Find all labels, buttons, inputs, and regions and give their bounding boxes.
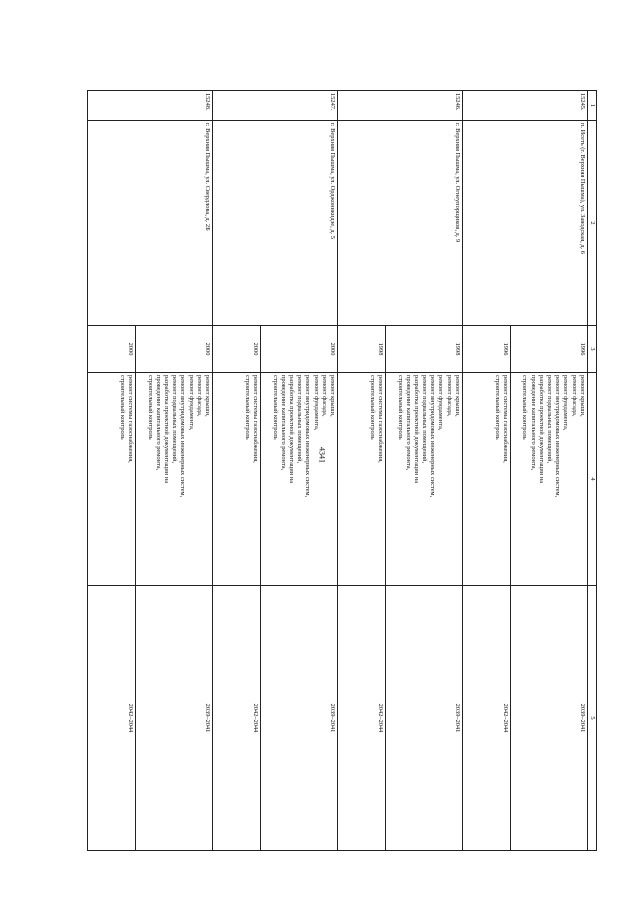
repair-schedule-table	[87, 90, 597, 851]
repair-works-list	[88, 373, 136, 586]
table-row	[386, 91, 463, 851]
row-number: 15247.	[213, 91, 338, 121]
repair-period: 2042–2044	[88, 586, 136, 851]
repair-works-list	[337, 373, 385, 586]
repair-work-item: разработка проектной документации на	[412, 375, 420, 484]
repair-work-item: ремонт системы газоснабжения,	[252, 375, 260, 463]
column-header: 5	[587, 586, 596, 851]
table-row	[511, 91, 588, 851]
repair-work-item: ремонт внутридомовых инженерных систем,	[554, 375, 562, 498]
row-number: 15245.	[462, 91, 587, 121]
repair-work-item: строительный контроль	[244, 375, 252, 440]
repair-work-item: строительный контроль	[521, 375, 529, 440]
repair-work-item: проведение капитального ремонта,	[529, 375, 537, 471]
repair-period: 2039–2041	[136, 586, 213, 851]
repair-period: 2039–2041	[511, 586, 588, 851]
repair-work-item: ремонт подвальных помещений,	[296, 375, 304, 464]
repair-work-item: ремонт фундамента,	[312, 375, 320, 431]
repair-works-list	[386, 373, 463, 586]
repair-works-list	[462, 373, 510, 586]
commissioning-year: 1998	[386, 326, 463, 373]
repair-work-item: строительный контроль	[146, 375, 154, 440]
repair-work-item: ремонт внутридомовых инженерных систем,	[304, 375, 312, 498]
header-row	[587, 91, 596, 851]
repair-work-item: ремонт системы газоснабжения,	[377, 375, 385, 463]
repair-works-list	[511, 373, 588, 586]
repair-works-list	[213, 373, 261, 586]
repair-work-item: ремонт фасада,	[570, 375, 578, 417]
table-body	[88, 91, 588, 851]
repair-work-item: разработка проектной документации на	[288, 375, 295, 484]
rotated-table-wrapper	[87, 90, 597, 850]
repair-works-list	[261, 373, 338, 586]
repair-work-item: ремонт внутридомовых инженерных систем,	[429, 375, 437, 498]
repair-work-item: ремонт крыши,	[328, 375, 336, 417]
repair-works-list	[136, 373, 213, 586]
repair-work-item: разработка проектной документации на	[163, 375, 171, 484]
repair-work-item: разработка проектной документации на	[537, 375, 545, 484]
building-address: г. Верхняя Пышма, ул. Свердлова, д. 2Б	[88, 121, 213, 326]
repair-work-item: проведение капитального ремонта,	[404, 375, 412, 471]
table-row	[261, 91, 338, 851]
commissioning-year: 1996	[462, 326, 510, 373]
column-header: 4	[587, 373, 596, 586]
repair-period: 2039–2041	[261, 586, 338, 851]
repair-work-item: строительный контроль	[369, 375, 377, 440]
repair-work-item: ремонт фундамента,	[562, 375, 570, 431]
repair-work-item: проведение капитального ремонта,	[154, 375, 162, 471]
commissioning-year: 1998	[337, 326, 385, 373]
commissioning-year: 2000	[136, 326, 213, 373]
repair-work-item: ремонт внутридомовых инженерных систем,	[179, 375, 187, 498]
repair-work-item: ремонт подвальных помещений,	[171, 375, 179, 464]
row-number: 15246.	[337, 91, 462, 121]
repair-work-item: ремонт системы газоснабжения,	[502, 375, 510, 463]
column-header: 3	[587, 326, 596, 373]
repair-period: 2042–2044	[213, 586, 261, 851]
table-row	[136, 91, 213, 851]
column-header: 1	[587, 91, 596, 121]
repair-work-item: ремонт крыши,	[204, 375, 211, 417]
repair-period: 2039–2041	[386, 586, 463, 851]
repair-work-item: ремонт фундамента,	[437, 375, 445, 431]
repair-work-item: ремонт фасада,	[445, 375, 453, 417]
repair-work-item: ремонт фасада,	[320, 375, 328, 417]
repair-period: 2042–2044	[462, 586, 510, 851]
building-address: г. Верхняя Пышма, ул. Орджоникидзе, д. 5	[213, 121, 338, 326]
column-header: 2	[587, 121, 596, 326]
repair-work-item: ремонт подвальных помещений,	[421, 375, 429, 464]
repair-work-item: строительный контроль	[494, 375, 502, 440]
building-address: г. Верхняя Пышма, ул. Огнеупорщиков, д. 9	[337, 121, 462, 326]
repair-work-item: строительный контроль	[271, 375, 279, 440]
row-number: 15248.	[88, 91, 213, 121]
repair-work-item: ремонт системы газоснабжения,	[127, 375, 135, 463]
repair-work-item: ремонт фасада,	[195, 375, 203, 417]
repair-work-item: ремонт подвальных помещений,	[546, 375, 554, 464]
repair-work-item: ремонт крыши,	[578, 375, 586, 417]
building-address: п. Исеть (г. Верхняя Пышма), ул. Заводская, д. 6	[462, 121, 587, 326]
repair-work-item: проведение капитального ремонта,	[279, 375, 287, 471]
repair-work-item: строительный контроль	[396, 375, 404, 440]
commissioning-year: 2000	[88, 326, 136, 373]
repair-work-item: ремонт фундамента,	[187, 375, 195, 431]
commissioning-year: 2000	[261, 326, 338, 373]
commissioning-year: 2000	[213, 326, 261, 373]
page-number: 4341	[317, 447, 327, 463]
repair-work-item: строительный контроль	[119, 375, 127, 440]
commissioning-year: 1996	[511, 326, 588, 373]
repair-period: 2042–2044	[337, 586, 385, 851]
repair-work-item: ремонт крыши,	[453, 375, 461, 417]
